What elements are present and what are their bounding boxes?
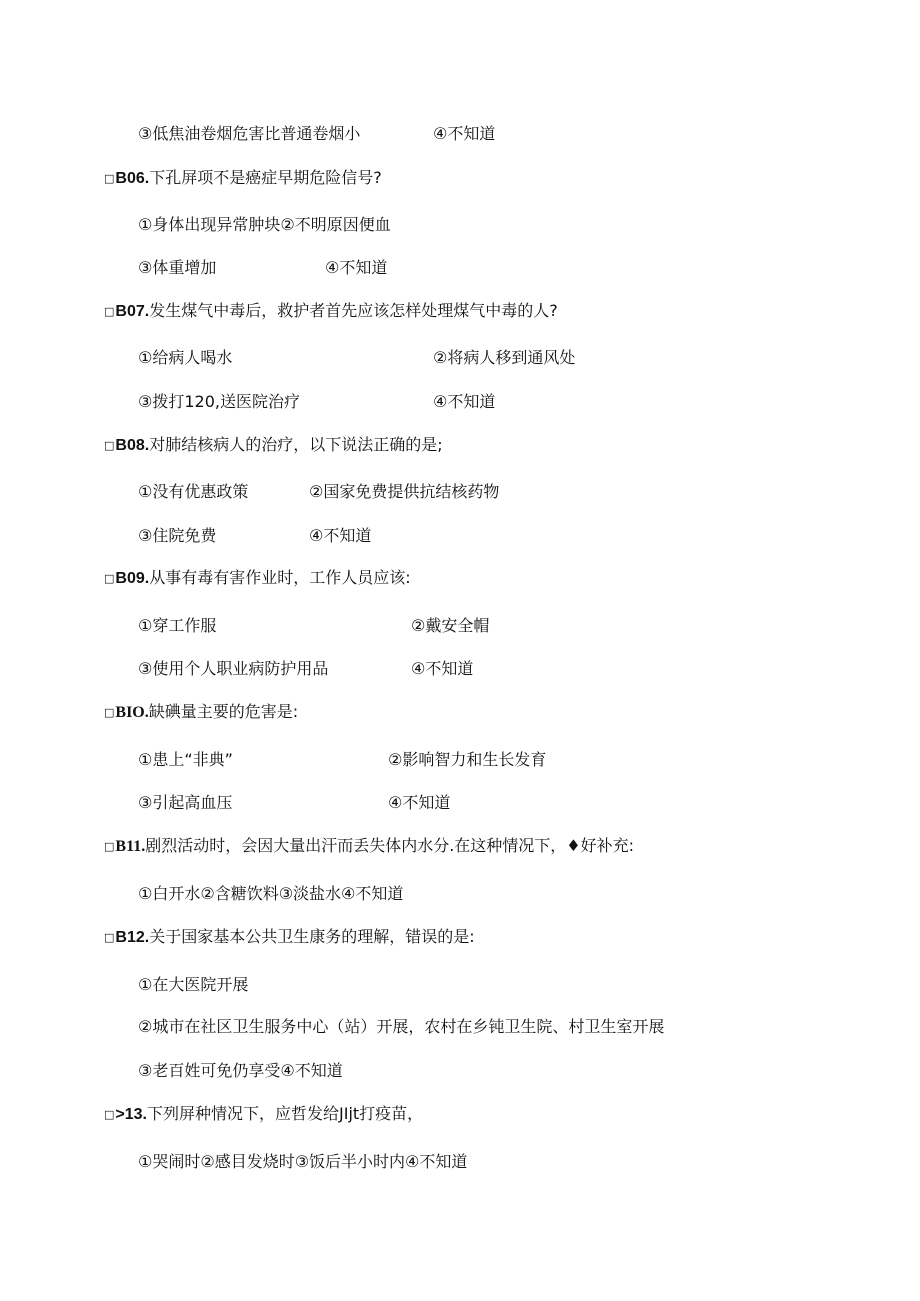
option-line: ①患上“非典” — [138, 750, 233, 769]
checkbox-icon: □ — [104, 172, 115, 185]
question-b12 — [104, 926, 475, 950]
question-number: B07. — [115, 303, 150, 320]
option-line: ①白开水②含糖饮料③淡盐水④不知道 — [138, 884, 404, 903]
option-line: ①没有优惠政策 — [138, 482, 249, 501]
option-line: ③使用个人职业病防护用品 — [138, 659, 329, 678]
option-line: ①穿工作服 — [138, 616, 217, 635]
checkbox-icon: □ — [104, 706, 115, 719]
question-text: 下列屏种情况下，应哲发给JIjt打疫苗， — [147, 1104, 424, 1123]
option-line: ③住院免费 — [138, 526, 217, 545]
option-line: ④不知道 — [411, 659, 474, 678]
question-number: B08. — [115, 437, 150, 454]
checkbox-icon: □ — [104, 305, 115, 318]
question-b13 — [104, 1103, 423, 1127]
option-line: ③老百姓可免仍享受④不知道 — [138, 1061, 343, 1080]
question-b08 — [104, 434, 443, 458]
option-line: ①身体出现异常肿块②不明原因便血 — [138, 215, 391, 234]
option-line: ④不知道 — [325, 258, 388, 277]
question-b07 — [104, 300, 558, 324]
option-line: ③引起高血压 — [138, 793, 233, 812]
question-text: 缺碘量主要的危害是: — [148, 702, 299, 721]
question-text: 关于国家基本公共卫生康务的理解，错误的是: — [149, 927, 475, 946]
question-text: 剧烈活动时，会因大量出汗而丢失体内水分.在这种情况下，♦好补充: — [145, 836, 635, 855]
question-b11 — [104, 835, 634, 859]
option-line: ①哭闹时②感目发烧时③饭后半小时内④不知道 — [138, 1152, 468, 1171]
option-line: ③低焦油卷烟危害比普通卷烟小 — [138, 124, 361, 143]
option-line: ③体重增加 — [138, 258, 217, 277]
option-line: ④不知道 — [309, 526, 372, 545]
question-b10 — [104, 701, 298, 725]
option-line: ②城市在社区卫生服务中心（站）开展，农村在乡钝卫生院、村卫生室开展 — [138, 1017, 665, 1036]
option-line: ④不知道 — [433, 392, 496, 411]
question-text: 从事有毒有害作业时，工作人员应该: — [149, 568, 411, 587]
question-b09 — [104, 567, 411, 591]
question-number: B12. — [115, 929, 150, 946]
option-line: ②影响智力和生长发育 — [388, 750, 547, 769]
question-text: 下孔屏项不是癌症早期危险信号? — [149, 168, 382, 187]
option-line: ④不知道 — [388, 793, 451, 812]
option-line: ③拨打120,送医院治疗 — [138, 392, 300, 411]
question-number: B06. — [115, 170, 150, 187]
question-number: >13. — [115, 1106, 147, 1123]
question-number: B09. — [115, 570, 150, 587]
option-line: ①在大医院开展 — [138, 975, 249, 994]
checkbox-icon: □ — [104, 1108, 115, 1121]
question-text: 对肺结核病人的治疗，以下说法正确的是; — [149, 435, 443, 454]
checkbox-icon: □ — [104, 931, 115, 944]
option-line: ②将病人移到通风处 — [433, 348, 576, 367]
checkbox-icon: □ — [104, 439, 115, 452]
option-line: ④不知道 — [433, 124, 496, 143]
question-number: B11. — [115, 838, 146, 855]
option-line: ①给病人喝水 — [138, 348, 233, 367]
question-b06 — [104, 167, 382, 191]
option-line: ②国家免费提供抗结核药物 — [309, 482, 500, 501]
question-number: BIO. — [115, 704, 149, 721]
option-line: ②戴安全帽 — [411, 616, 490, 635]
checkbox-icon: □ — [104, 572, 115, 585]
checkbox-icon: □ — [104, 840, 115, 853]
question-text: 发生煤气中毒后，救护者首先应该怎样处理煤气中毒的人? — [149, 301, 558, 320]
